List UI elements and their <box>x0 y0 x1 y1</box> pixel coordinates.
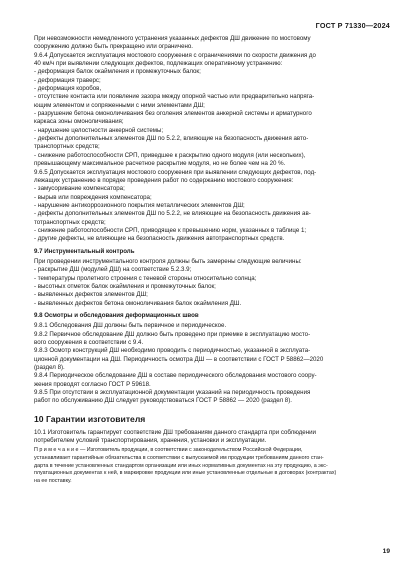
page-number: 19 <box>382 548 390 555</box>
text-line: 9.8.4 Периодическое обследование ДШ в составе периодического обследования мостового соору- <box>34 372 317 380</box>
text-line: каркаса зоны омоноличивания; <box>34 118 124 126</box>
text-line: 40 км/ч при выявлении следующих дефектов, подлежащих оперативному устранению: <box>34 60 283 68</box>
text-line: тотранспортных средств; <box>34 218 106 226</box>
text-line: - дефекты дополнительных элементов ДШ по 5.2.2, не влияющие на безопасность движения ав- <box>34 210 311 218</box>
text-line: работ по обслуживанию ДШ следует руководствоваться ГОСТ Р 58862 — 2020 (раздел 8). <box>34 397 292 405</box>
text-line: ционной документации на ДШ. Периодичность осмотра ДШ — в соответствии с ГОСТ Р 58862—2020 <box>34 355 324 363</box>
text-line: лежащих устранению в порядке проведения работ по содержанию мостового сооружения: <box>34 176 294 184</box>
text-line: - деформация коробов, <box>34 85 102 93</box>
text-line: 10.1 Изготовитель гарантирует соответствие ДШ требованиям данного стандарта при соблюдении <box>34 428 316 436</box>
text-line: транспортных средств; <box>34 143 100 151</box>
text-line: При невозможности немедленного устранения указанных дефектов ДШ движение по мостовому <box>34 35 311 42</box>
note-line: плуатационных документах к ней, в маркировке продукции или иные установленные отдельные в договорах (контрактах) <box>34 470 337 477</box>
text-line: - нарушение целостности анкерной системы; <box>34 126 164 134</box>
note-line: на ее поставку. <box>34 477 72 484</box>
text-line: - высотных отметок балок окаймления и промежуточных балок; <box>34 282 216 290</box>
text-line: - выявленных дефектов бетона омоноличивания балок окаймления ДШ. <box>34 299 242 307</box>
note-block <box>34 455 384 463</box>
section-heading: 10 Гарантии изготовителя <box>34 413 146 424</box>
text-line: При проведении инструментального контроля должны быть замерены следующие величины: <box>34 257 302 265</box>
text-line: - деформация балок окаймления и промежуточных балок; <box>34 68 201 76</box>
text-line: вого сооружения в соответствии с 9.4. <box>34 339 144 347</box>
note-block <box>34 447 384 455</box>
note-block <box>34 470 384 478</box>
text-line: - замусоривание компенсатора; <box>34 185 125 193</box>
text-line: (раздел 8). <box>34 364 65 372</box>
text-line: жения проводят согласно ГОСТ Р 59618. <box>34 380 151 388</box>
note-line: устанавливает гарантийные обязательства в соответствии с выпускаемой им продукции требованиям данного стан- <box>34 455 324 462</box>
text-line: - температуры пролетного строения с теневой стороны относительно солнца; <box>34 274 257 282</box>
text-line: превышающему максимальное расчетное раскрытие модуля, но не более чем на 20 %. <box>34 160 286 168</box>
text-line: - деформация траверс; <box>34 76 101 84</box>
text-line: - снижение работоспособности СРП, приведшее к раскрытию одного модуля (или нескольких), <box>34 151 306 159</box>
text-line: - выявленных дефектов элементов ДШ; <box>34 291 148 299</box>
text-line: 9.8.1 Обследования ДШ должны быть первичное и периодическое. <box>34 322 227 330</box>
document-body <box>34 35 384 485</box>
text-line: - раскрытие ДШ (модулей ДШ) на соответствие 5.2.3.9; <box>34 266 192 274</box>
text-line: - дефекты дополнительных элементов ДШ по 5.2.2, влияющие на безопасность движения авто- <box>34 135 309 143</box>
note-line: П р и м е ч а н и е — Изготовитель продукции, в соответствии с законодательством Российской Федерации, <box>34 447 303 454</box>
text-line: 9.6.4 Допускается эксплуатация мостового сооружения с ограничениями по скорости движения до <box>34 51 316 59</box>
text-line: - другие дефекты, не влияющие на безопасность движения автотранспортных средств. <box>34 235 285 243</box>
text-line: - нарушение антикоррозионного покрытия металлических элементов ДШ; <box>34 201 245 209</box>
text-line: 9.8.2 Первичное обследование ДШ должно быть проведено при приемке в эксплуатацию мосто- <box>34 330 311 338</box>
note-line: дарта в течение установленных стандартом организации или иных нормативных документах на эту продукцию, а экс- <box>34 462 328 469</box>
text-line: 9.8.3 Осмотр конструкций ДШ необходимо проводить с периодичностью, указанной в эксплуата- <box>34 347 311 355</box>
note-block <box>34 478 384 486</box>
text-line: - отсутствие контакта или появление зазора между опорной частью или предварительно напряга- <box>34 93 315 101</box>
text-line: - снижение работоспособности СРП, приводящее к превышению норм, указанных в таблице 1; <box>34 226 307 234</box>
page-header-standard-number: ГОСТ Р 71330—2024 <box>315 21 390 30</box>
text-line: 9.8.5 При отсутствии в эксплуатационной документации указаний на периодичность проведения <box>34 389 311 397</box>
text-line: ющим элементом и сопряженными с ними элементами ДШ; <box>34 101 205 109</box>
text-line: потребителем условий транспортирования, хранения, установки и эксплуатации. <box>34 437 267 445</box>
text-line: 9.6.5 Допускается эксплуатация мостового сооружения при выявлении следующих дефектов, под- <box>34 168 317 176</box>
text-line: - разрушение бетона омоноличивания без оголения элементов анкерной системы и арматурного <box>34 110 312 118</box>
text-line: - вырыв или повреждения компенсатора; <box>34 193 152 201</box>
subsection-heading: 9.7 Инструментальный контроль <box>34 247 135 255</box>
text-line: сооружению должно быть прекращено или ограничено. <box>34 43 193 51</box>
subsection-heading: 9.8 Осмотры и обследования деформационных швов <box>34 312 199 319</box>
